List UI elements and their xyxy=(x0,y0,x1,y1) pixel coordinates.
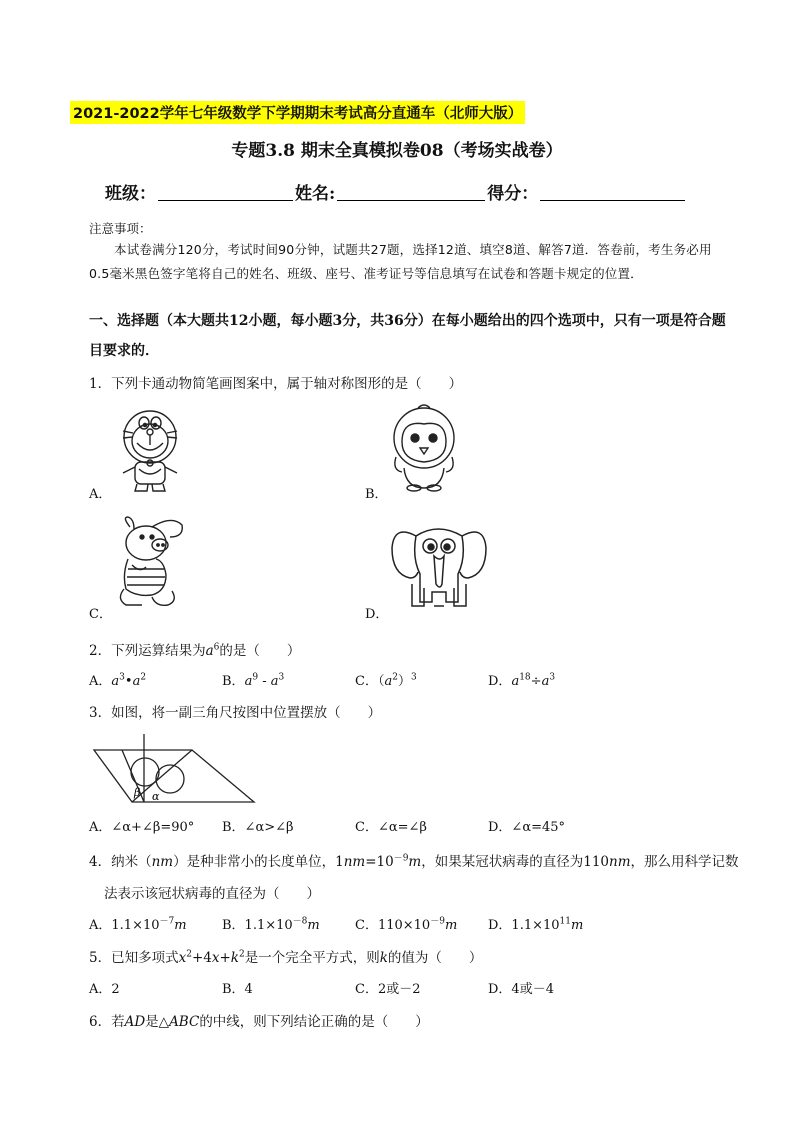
notes-title: 注意事项： xyxy=(89,221,152,236)
q3-options xyxy=(89,816,729,835)
q2-stem xyxy=(89,639,300,659)
q3-stem: 3．如图，将一副三角尺按图中位置摆放（ ） xyxy=(89,705,382,721)
q2-a-base1: a xyxy=(111,674,120,689)
q2-d-label: D． xyxy=(488,674,512,689)
q6-ad: AD xyxy=(124,1014,146,1030)
q2-b-exp2: 3 xyxy=(278,672,285,683)
q5-options xyxy=(89,978,729,997)
q6-mid: 是△ xyxy=(145,1014,170,1030)
q5-k2: k xyxy=(379,950,388,966)
q2-c-exp2: 3 xyxy=(410,672,417,683)
q5-exp-k: 2 xyxy=(238,949,245,960)
q1-stem: 1．下列卡通动物简笔画图案中，属于轴对称图形的是（ ） xyxy=(89,376,463,392)
elephant-icon xyxy=(388,522,490,614)
student-info-row xyxy=(105,178,687,204)
q4-text-c: =10 xyxy=(365,854,394,870)
q2-b-label: B． xyxy=(222,674,245,689)
q4-unit-2: nm xyxy=(343,854,366,870)
header-tag: 2021-2022学年七年级数学下学期期末考试高分直通车（北师大版） xyxy=(70,101,525,124)
q4-line1 xyxy=(89,850,739,870)
name-label: 姓名: xyxy=(295,184,336,204)
q2-d-base1: a xyxy=(511,674,520,689)
q4-option-c[interactable] xyxy=(355,914,488,933)
q4-options xyxy=(89,914,729,933)
q2-c-op: ） xyxy=(397,674,411,689)
q5-exp-x: 2 xyxy=(186,949,192,960)
q1-option-d[interactable]: D． xyxy=(365,607,389,622)
q2-option-c[interactable] xyxy=(355,670,488,689)
class-field[interactable] xyxy=(158,178,293,201)
notes-body: 本试卷满分120分，考试时间90分钟，试题共27题，选择12道、填空8道、解答7道．答卷前，考生务必用0.5毫米黑色签字笔将自己的姓名、班级、座号、准考证号等信息填写在试卷和答题卡规定的位置． xyxy=(89,242,712,281)
q4-c-exp: －9 xyxy=(430,916,445,927)
q2-stem-exp: 6 xyxy=(213,642,220,653)
q2-d-op: ÷ xyxy=(530,674,542,689)
page-title: 专题3.8 期末全真模拟卷08（考场实战卷） xyxy=(231,141,563,161)
q2-a-op: • xyxy=(124,674,133,689)
q1-option-b[interactable]: B． xyxy=(365,487,388,502)
q4-m: m xyxy=(408,854,422,870)
q3-option-a[interactable]: A．∠α+∠β=90° xyxy=(89,820,195,835)
q2-option-a[interactable] xyxy=(89,670,222,689)
q2-d-base2: a xyxy=(541,674,550,689)
q5-plus: + xyxy=(219,950,231,966)
q4-text-e: ，那么用科学记数 xyxy=(630,854,739,870)
q2-b-base1: a xyxy=(244,674,253,689)
q4-a-unit: m xyxy=(174,918,187,933)
q4-exp: －9 xyxy=(393,853,409,864)
q4-b-exp: －8 xyxy=(292,916,308,927)
q4-text-a: 4．纳米（ xyxy=(89,854,152,870)
q6-stem xyxy=(89,1010,429,1030)
q2-a-exp2: 2 xyxy=(140,672,147,683)
q5-option-d[interactable]: D．4或－4 xyxy=(488,982,554,997)
q4-option-b[interactable] xyxy=(222,914,355,933)
q5-post: 是一个完全平方式，则 xyxy=(244,950,380,966)
q2-b-exp1: 9 xyxy=(252,672,259,683)
q6-pre: 6．若 xyxy=(89,1014,125,1030)
q5-pre: 5．已知多项式 xyxy=(89,950,179,966)
q2-d-exp1: 18 xyxy=(519,672,531,683)
q2-a-exp1: 3 xyxy=(119,672,125,683)
score-field[interactable] xyxy=(540,178,685,201)
name-field[interactable] xyxy=(337,178,485,201)
q2-stem-pre: 2．下列运算结果为 xyxy=(89,643,206,659)
alpha-label: α xyxy=(152,790,160,803)
q5-x: x xyxy=(178,950,187,966)
class-label: 班级： xyxy=(105,184,156,204)
q3-option-b[interactable]: B．∠α>∠β xyxy=(222,820,294,835)
q2-options xyxy=(89,670,729,689)
q4-option-a[interactable] xyxy=(89,914,222,933)
q5-option-a[interactable]: A．2 xyxy=(89,982,120,997)
q5-x2: x xyxy=(211,950,220,966)
q4-d-unit: m xyxy=(571,918,584,933)
q2-a-label: A． xyxy=(89,674,112,689)
q5-k: k xyxy=(230,950,239,966)
q4-option-d[interactable] xyxy=(488,914,621,933)
q5-plus4: +4 xyxy=(191,950,212,966)
q4-text-b: ）是种非常小的长度单位，1 xyxy=(173,854,344,870)
q2-option-d[interactable] xyxy=(488,670,621,689)
q2-c-base1: a xyxy=(384,674,393,689)
q4-text-d: ，如果某冠状病毒的直径为110 xyxy=(421,854,610,870)
section-1-heading: 一、选择题（本大题共12小题，每小题3分，共36分）在每小题给出的四个选项中，只有一项是符合题目要求的． xyxy=(89,313,726,359)
q6-abc: ABC xyxy=(169,1014,200,1030)
q5-post2: 的值为（ ） xyxy=(387,950,483,966)
q2-b-op: - xyxy=(258,674,271,689)
q2-b-base2: a xyxy=(270,674,279,689)
q4-d-exp: 11 xyxy=(559,916,571,927)
q4-a-label: A．1.1×10 xyxy=(89,918,160,933)
q2-c-exp1: 2 xyxy=(392,672,398,683)
q2-stem-post: 的是（ ） xyxy=(219,643,301,659)
q4-unit-3: nm xyxy=(609,854,631,870)
q2-stem-var: a xyxy=(205,643,214,659)
q4-d-label: D．1.1×10 xyxy=(488,918,560,933)
q2-d-exp2: 3 xyxy=(549,672,556,683)
q4-b-unit: m xyxy=(307,918,320,933)
piglet-icon xyxy=(112,515,188,613)
score-label: 得分： xyxy=(487,184,539,204)
q3-option-d[interactable]: D．∠α=45° xyxy=(488,820,566,835)
q1-option-a[interactable]: A． xyxy=(89,487,112,502)
q4-line2: 法表示该冠状病毒的直径为（ ） xyxy=(104,886,320,902)
q5-option-b[interactable]: B．4 xyxy=(222,982,253,997)
q4-unit-1: nm xyxy=(151,854,174,870)
q4-c-unit: m xyxy=(444,918,458,933)
q2-a-base2: a xyxy=(132,674,141,689)
q6-post: 的中线，则下列结论正确的是（ ） xyxy=(199,1014,429,1030)
beta-label: β xyxy=(134,786,141,799)
q5-option-c[interactable]: C．2或－2 xyxy=(355,982,421,997)
q5-stem xyxy=(89,946,482,966)
q4-c-label: C．110×10 xyxy=(355,918,431,933)
doraemon-cat-icon xyxy=(115,405,185,495)
q2-option-b[interactable] xyxy=(222,670,355,689)
q4-a-exp: －7 xyxy=(159,916,175,927)
q1-option-c[interactable]: C． xyxy=(89,607,112,622)
q2-c-label: C．（ xyxy=(355,674,385,689)
q3-option-c[interactable]: C．∠α=∠β xyxy=(355,820,427,835)
q4-b-label: B．1.1×10 xyxy=(222,918,293,933)
penguin-icon xyxy=(388,402,460,494)
set-square-figure xyxy=(92,732,262,804)
